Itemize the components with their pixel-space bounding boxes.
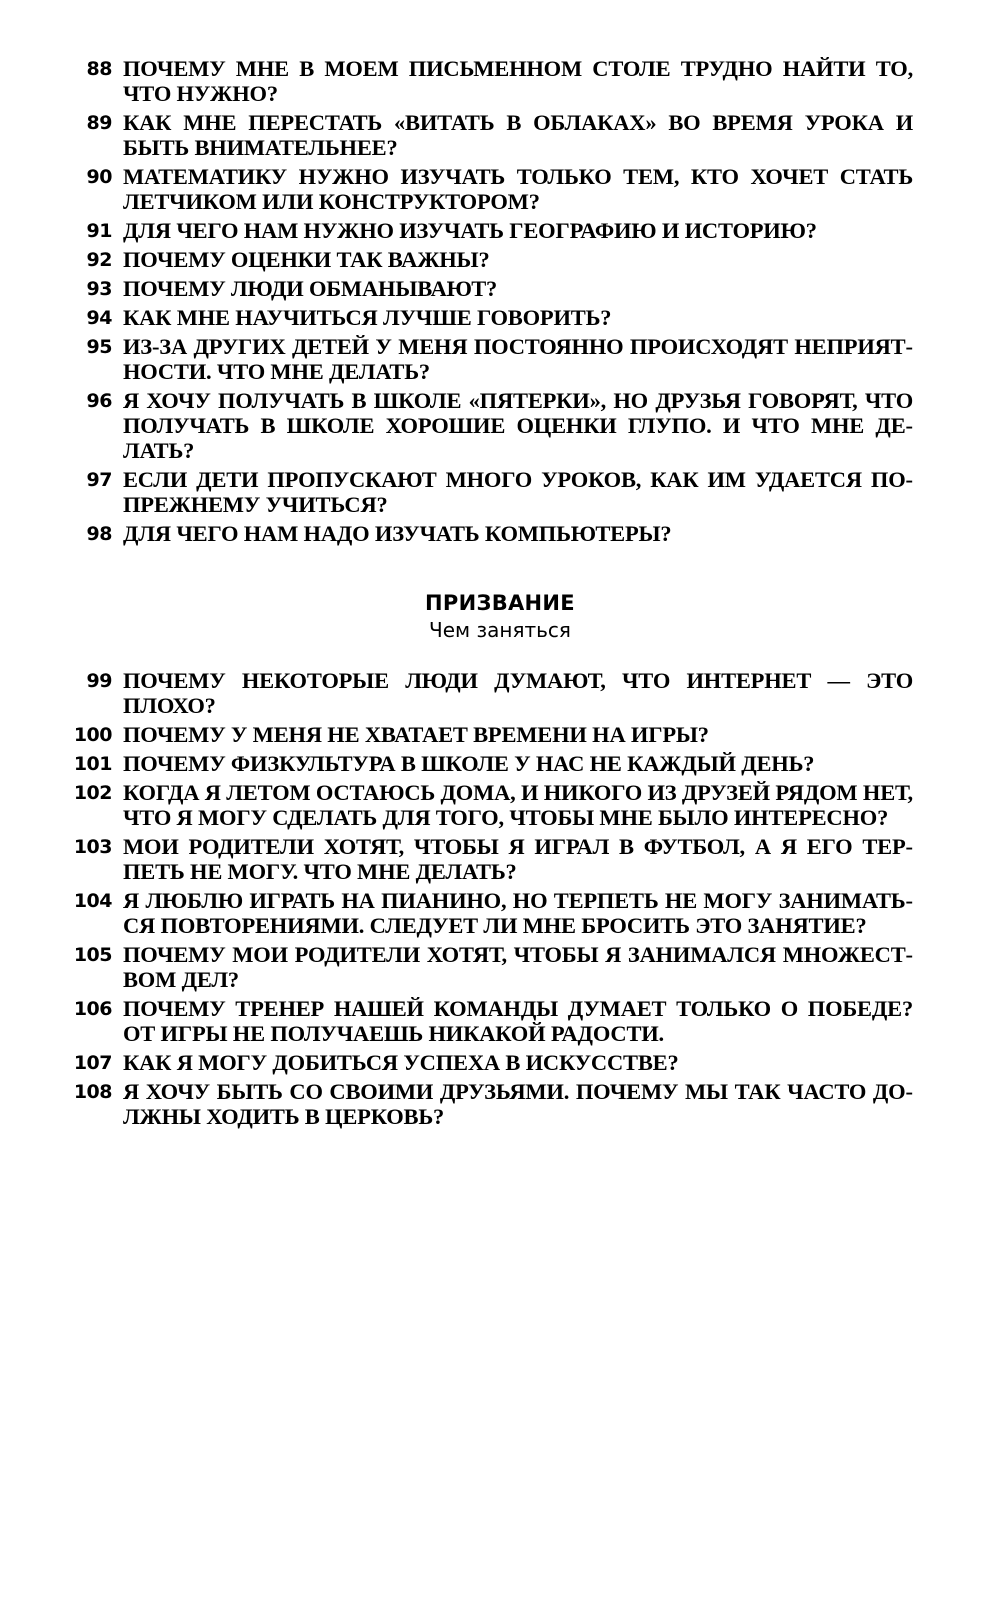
question-number: 88 — [86, 58, 112, 80]
question-text: ПОЧЕМУ У МЕНЯ НЕ ХВАТАЕТ ВРЕМЕНИ НА ИГРЫ? — [123, 722, 709, 747]
question-number: 91 — [86, 220, 112, 242]
list-item — [0, 56, 1000, 106]
question-text: ПОЧЕМУ ОЦЕНКИ ТАК ВАЖНЫ? — [123, 247, 490, 272]
question-number: 101 — [73, 753, 112, 775]
question-number: 100 — [73, 724, 112, 746]
list-item — [0, 218, 1000, 243]
question-text: КАК МНЕ НАУЧИТЬСЯ ЛУЧШЕ ГОВОРИТЬ? — [123, 305, 612, 330]
list-item — [0, 164, 1000, 214]
list-item — [0, 1050, 1000, 1075]
question-text: ДЛЯ ЧЕГО НАМ НУЖНО ИЗУЧАТЬ ГЕОГРАФИЮ И ИСТОРИЮ? — [123, 218, 817, 243]
question-text: ПОЧЕМУ ЛЮДИ ОБМАНЫВАЮТ? — [123, 276, 498, 301]
question-list-school — [0, 56, 1000, 550]
list-item — [0, 668, 1000, 718]
list-item — [0, 1079, 1000, 1129]
list-item — [0, 942, 1000, 992]
list-item — [0, 751, 1000, 776]
question-text: ИЗ-ЗА ДРУГИХ ДЕТЕЙ У МЕНЯ ПОСТОЯННО ПРОИСХОДЯТ НЕПРИЯТНОСТИ. ЧТО МНЕ ДЕЛАТЬ? — [123, 334, 913, 384]
question-text: МОИ РОДИТЕЛИ ХОТЯТ, ЧТОБЫ Я ИГРАЛ В ФУТБОЛ, А Я ЕГО ТЕРПЕТЬ НЕ МОГУ. ЧТО МНЕ ДЕЛАТЬ? — [123, 834, 913, 884]
list-item — [0, 996, 1000, 1046]
question-text: ПОЧЕМУ МОИ РОДИТЕЛИ ХОТЯТ, ЧТОБЫ Я ЗАНИМАЛСЯ МНОЖЕСТВОМ ДЕЛ? — [123, 942, 913, 992]
question-text: ЕСЛИ ДЕТИ ПРОПУСКАЮТ МНОГО УРОКОВ, КАК ИМ УДАЕТСЯ ПОПРЕЖНЕМУ УЧИТЬСЯ? — [123, 467, 913, 517]
question-text: ПОЧЕМУ НЕКОТОРЫЕ ЛЮДИ ДУМАЮТ, ЧТО ИНТЕРНЕТ — ЭТО ПЛОХО? — [123, 668, 913, 718]
list-item — [0, 722, 1000, 747]
list-item — [0, 305, 1000, 330]
question-text: ПОЧЕМУ ТРЕНЕР НАШЕЙ КОМАНДЫ ДУМАЕТ ТОЛЬКО О ПОБЕДЕ? ОТ ИГРЫ НЕ ПОЛУЧАЕШЬ НИКАКОЙ РАДОСТИ. — [123, 996, 913, 1046]
section-subtitle: Чем заняться — [429, 618, 571, 642]
question-number: 102 — [73, 782, 112, 804]
question-number: 95 — [86, 336, 112, 358]
list-item — [0, 388, 1000, 463]
question-text: ПОЧЕМУ МНЕ В МОЕМ ПИСЬМЕННОМ СТОЛЕ ТРУДНО НАЙТИ ТО, ЧТО НУЖНО? — [123, 56, 913, 106]
question-number: 107 — [73, 1052, 112, 1074]
question-number: 105 — [73, 944, 112, 966]
list-item — [0, 780, 1000, 830]
question-text: КАК Я МОГУ ДОБИТЬСЯ УСПЕХА В ИСКУССТВЕ? — [123, 1050, 679, 1075]
question-text: КОГДА Я ЛЕТОМ ОСТАЮСЬ ДОМА, И НИКОГО ИЗ ДРУЗЕЙ РЯДОМ НЕТ, ЧТО Я МОГУ СДЕЛАТЬ ДЛЯ ТОГО, ЧТОБЫ МНЕ БЫЛО ИНТЕРЕСНО? — [123, 780, 913, 830]
list-item — [0, 521, 1000, 546]
question-text: МАТЕМАТИКУ НУЖНО ИЗУЧАТЬ ТОЛЬКО ТЕМ, КТО ХОЧЕТ СТАТЬ ЛЕТЧИКОМ ИЛИ КОНСТРУКТОРОМ? — [123, 164, 913, 214]
question-number: 103 — [73, 836, 112, 858]
list-item — [0, 247, 1000, 272]
list-item — [0, 276, 1000, 301]
question-text: КАК МНЕ ПЕРЕСТАТЬ «ВИТАТЬ В ОБЛАКАХ» ВО ВРЕМЯ УРОКА И БЫТЬ ВНИМАТЕЛЬНЕЕ? — [123, 110, 913, 160]
question-number: 93 — [86, 278, 112, 300]
list-item — [0, 467, 1000, 517]
question-text: Я ЛЮБЛЮ ИГРАТЬ НА ПИАНИНО, НО ТЕРПЕТЬ НЕ МОГУ ЗАНИМАТЬСЯ ПОВТОРЕНИЯМИ. СЛЕДУЕТ ЛИ МНЕ БРОСИТЬ ЭТО ЗАНЯТИЕ? — [123, 888, 913, 938]
question-number: 89 — [86, 112, 112, 134]
question-list-calling — [0, 668, 1000, 1133]
question-number: 99 — [86, 670, 112, 692]
question-number: 90 — [86, 166, 112, 188]
question-text: Я ХОЧУ ПОЛУЧАТЬ В ШКОЛЕ «ПЯТЕРКИ», НО ДРУЗЬЯ ГОВОРЯТ, ЧТО ПОЛУЧАТЬ В ШКОЛЕ ХОРОШИЕ ОЦЕНКИ ГЛУПО. И ЧТО МНЕ ДЕЛАТЬ? — [123, 388, 913, 463]
question-number: 108 — [73, 1081, 112, 1103]
question-number: 92 — [86, 249, 112, 271]
question-text: ДЛЯ ЧЕГО НАМ НАДО ИЗУЧАТЬ КОМПЬЮТЕРЫ? — [123, 521, 672, 546]
question-text: Я ХОЧУ БЫТЬ СО СВОИМИ ДРУЗЬЯМИ. ПОЧЕМУ МЫ ТАК ЧАСТО ДОЛЖНЫ ХОДИТЬ В ЦЕРКОВЬ? — [123, 1079, 913, 1129]
list-item — [0, 110, 1000, 160]
list-item — [0, 834, 1000, 884]
list-item — [0, 888, 1000, 938]
question-number: 97 — [86, 469, 112, 491]
question-text: ПОЧЕМУ ФИЗКУЛЬТУРА В ШКОЛЕ У НАС НЕ КАЖДЫЙ ДЕНЬ? — [123, 751, 815, 776]
question-number: 104 — [73, 890, 112, 912]
question-number: 94 — [86, 307, 112, 329]
section-title: ПРИЗВАНИЕ — [425, 591, 575, 615]
question-number: 96 — [86, 390, 112, 412]
section-header — [0, 590, 1000, 644]
question-number: 106 — [73, 998, 112, 1020]
list-item — [0, 334, 1000, 384]
question-number: 98 — [86, 523, 112, 545]
